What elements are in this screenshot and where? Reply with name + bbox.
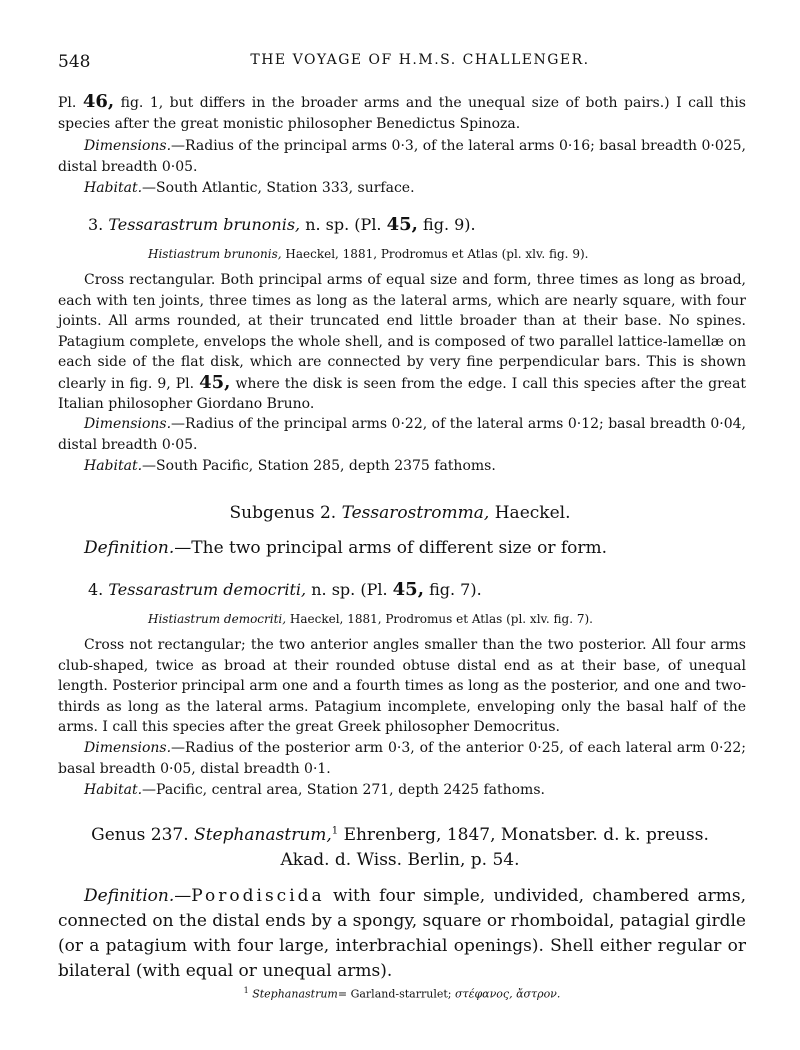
- page-number: 548: [58, 52, 91, 72]
- footnote: $^1$ Stephanastrum= Garland-starrulet; στέφανος, ἄστρον.: [243, 986, 561, 1001]
- subgenus-heading: Subgenus 2. Tessarostromma, Haeckel.: [229, 503, 571, 523]
- habitat-line: Habitat.—South Pacific, Station 285, depth 2375 fathoms.: [84, 458, 496, 474]
- definition-paragraph: Definition.—Porodiscida with four simple, undivided, chambered arms, connected on the distal ends by a spongy, square or rhomboidal, patagial girdle (or a patagium with four large, interbrachial openings). Shell either regular or bilateral (with equal or unequal arms).: [58, 886, 746, 981]
- footnote-marker: 1: [331, 825, 339, 837]
- genus-heading-reference: Akad. d. Wiss. Berlin, p. 54.: [280, 850, 520, 870]
- definition-line: Definition.—The two principal arms of different size or form.: [84, 538, 608, 558]
- habitat-line: Habitat.—Pacific, central area, Station 271, depth 2425 fathoms.: [84, 782, 545, 798]
- plate-ref: 46,: [82, 91, 115, 112]
- genus-heading: Genus 237. Stephanastrum,$^1$ Ehrenberg, 1847, Monatsber. d. k. preuss.: [91, 825, 709, 845]
- species-heading: 4. Tessarastrum democriti, n. sp. (Pl. 45, fig. 7).: [88, 579, 482, 600]
- description-paragraph: Cross rectangular. Both principal arms of equal size and form, three times as long as broad, each with ten joints, three times as long as the lateral arms, which are nearly square, with four joints. All arms rounded, at their truncated end little broader than at their base. No spines. Patagium complete, envelops the whole shell, and is composed of two parallel lattice-lamellæ on each side of the flat disk, which are connected by very fine perpendicular bars. This is shown clearly in fig. 9, Pl. 45, where the disk is seen from the edge. I call this species after the great Italian philosopher Giordano Bruno.: [58, 272, 747, 412]
- synonym-line: Histiastrum brunonis, Haeckel, 1881, Prodromus et Atlas (pl. xlv. fig. 9).: [148, 247, 589, 261]
- species-heading: 3. Tessarastrum brunonis, n. sp. (Pl. 45, fig. 9).: [88, 214, 476, 235]
- habitat-label: Habitat.: [84, 180, 143, 196]
- dimensions-line: Dimensions.—Radius of the posterior arm 0·3, of the anterior 0·25, of each lateral arm 0·22; basal breadth 0·05, distal breadth 0·1.: [58, 740, 746, 777]
- intro-paragraph: Pl. 46, fig. 1, but differs in the broader arms and the unequal size of both pairs.) I call this species after the great monistic philosopher Benedictus Spinoza.: [58, 91, 746, 132]
- habitat-line: Habitat.—South Atlantic, Station 333, surface.: [84, 180, 415, 196]
- dimensions-line: Dimensions.—Radius of the principal arms 0·3, of the lateral arms 0·16; basal breadth 0·025, distal breadth 0·05.: [58, 138, 746, 175]
- description-paragraph: Cross not rectangular; the two anterior angles smaller than the two posterior. All four arms club-shaped, twice as broad at their rounded obtuse distal end as at their base, of unequal length. Posterior principal arm one and a fourth times as long as the posterior, and one and two-thirds as long as the lateral arms. Patagium incomplete, enveloping only the basal half of the arms. I call this species after the great Greek philosopher Democritus.: [58, 637, 746, 735]
- synonym-line: Histiastrum democriti, Haeckel, 1881, Prodromus et Atlas (pl. xlv. fig. 7).: [148, 612, 593, 626]
- dimensions-line: Dimensions.—Radius of the principal arms 0·22, of the lateral arms 0·12; basal breadth 0·04, distal breadth 0·05.: [58, 416, 746, 453]
- dimensions-label: Dimensions.: [84, 138, 172, 154]
- running-title: THE VOYAGE OF H.M.S. CHALLENGER.: [250, 52, 590, 68]
